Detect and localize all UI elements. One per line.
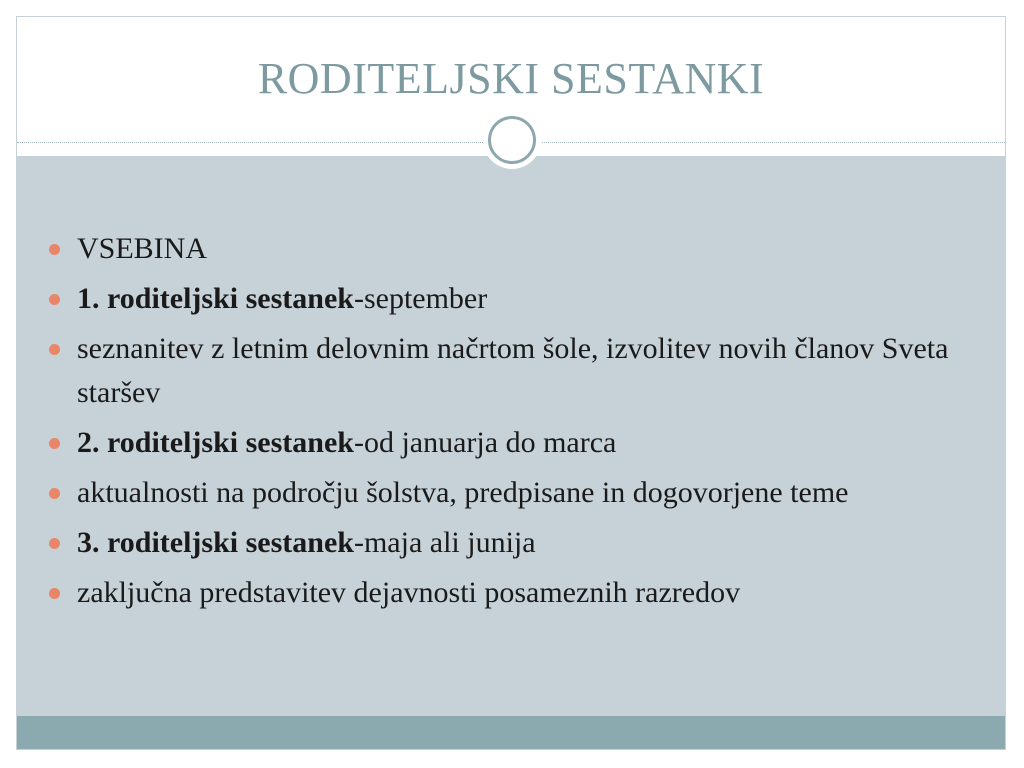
list-item-bold: 1. roditeljski sestanek [77,282,354,315]
ring-icon [488,116,536,164]
list-item [47,521,967,565]
list-item [47,571,967,615]
list-item-text: -maja ali junija [353,526,536,559]
list-item [47,327,967,415]
circle-ornament-icon [483,111,541,169]
list-item-bold: 2. roditeljski sestanek [77,426,354,459]
list-item [47,277,967,321]
bullet-icon [49,538,60,549]
bullet-icon [49,244,60,255]
list-item-bold: 3. roditeljski sestanek [77,526,354,559]
list-item-text: -september [353,282,488,315]
list-item [47,421,967,465]
footer-bar [17,716,1005,750]
bullet-icon [49,488,60,499]
list-item-text: seznanitev z letnim delovnim načrtom šole, izvolitev novih članov Sveta staršev [77,332,949,409]
slide-title: RODITELJSKI SESTANKI [257,54,765,103]
bullet-icon [49,588,60,599]
slide [16,16,1006,750]
list-item-text: aktualnosti na področju šolstva, predpisane in dogovorjene teme [77,476,849,509]
bullet-icon [49,294,60,305]
bullet-list [47,227,967,621]
bullet-icon [49,438,60,449]
list-item-text: VSEBINA [77,232,208,265]
list-item [47,227,967,271]
list-item-text: zaključna predstavitev dejavnosti posameznih razredov [77,576,741,609]
list-item-text: -od januarja do marca [353,426,617,459]
list-item [47,471,967,515]
bullet-icon [49,344,60,355]
